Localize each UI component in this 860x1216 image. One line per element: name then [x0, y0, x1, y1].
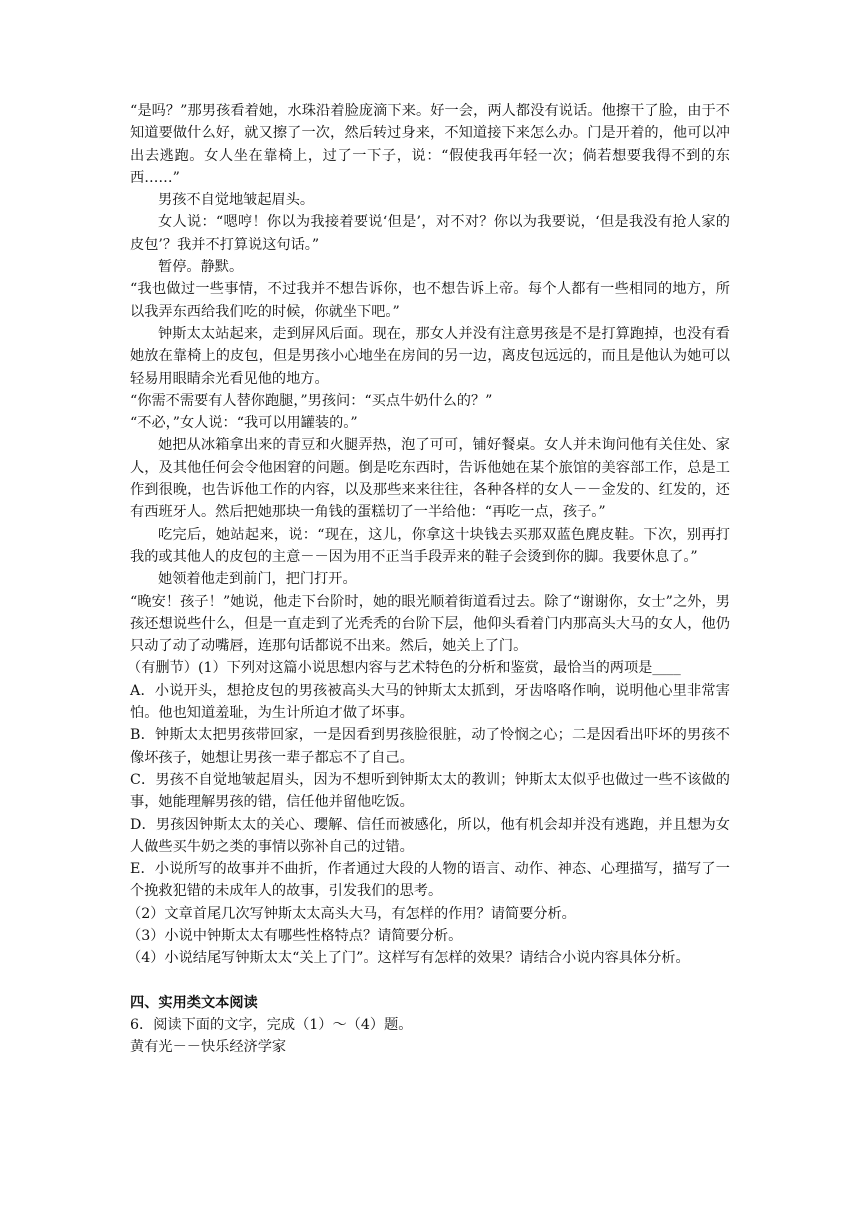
story-paragraph-9: 她把从冰箱拿出来的青豆和火腿弄热，泡了可可，铺好餐桌。女人并未询问他有关住处、家人，及其他任何会令他困窘的问题。倒是吃东西时，告诉他她在某个旅馆的美容部工作，总是工作到很晚，也告诉他工作的内容，以及那些来来往往，各种各样的女人－－金发的、红发的，还有西班牙人。然后把她那块一角钱的蛋糕切了一半给他：“再吃一点，孩子。”: [130, 437, 730, 521]
section-gap: [130, 970, 730, 992]
story-paragraph-3: 女人说：“嗯哼！你以为我接着要说‘但是’，对不对？你以为我要说，‘但是我没有抢人家的皮包’？我并不打算说这句话。”: [130, 214, 730, 253]
question-2: （2）文章首尾几次写钟斯太太高头大马，有怎样的作用？请简要分析。: [127, 905, 576, 922]
option-a: A．小说开头，想抢皮包的男孩被高头大马的钟斯太太抓到，牙齿咯咯作响，说明他心里非常害怕。他也知道羞耻，为生计所迫才做了坏事。: [130, 682, 730, 722]
story-paragraph-8: “不必，”女人说：“我可以用罐装的。”: [130, 415, 358, 432]
question-6-prompt: 6．阅读下面的文字，完成（1）～（4）题。: [130, 1016, 413, 1033]
section-heading: 四、实用类文本阅读: [130, 994, 258, 1011]
story-paragraph-1: “是吗？”那男孩看着她，水珠沿着脸庞滴下来。好一会，两人都没有说话。他擦干了脸，由于不知道要做什么好，就又擦了一次，然后转过身来，不知道接下来怎么办。门是开着的，他可以冲出去逃跑。女人坐在靠椅上，过了一下子，说：“假使我再年轻一次；倘若想要我得不到的东西……”: [130, 103, 730, 186]
article-title: 黄有光－－快乐经济学家: [130, 1039, 287, 1056]
question-1: （有删节）(1）下列对这篇小说思想内容与艺术特色的分析和鉴赏，最恰当的两项是____: [127, 660, 681, 677]
story-paragraph-6: 钟斯太太站起来，走到屏风后面。现在，那女人并没有注意男孩是不是打算跑掉，也没有看她放在靠椅上的皮包，但是男孩小心地坐在房间的另一边，离皮包远远的，而且是他认为她可以轻易用眼睛余光看见他的地方。: [130, 325, 730, 387]
option-e: E．小说所写的故事并不曲折，作者通过大段的人物的语言、动作、神态、心理描写，描写了一个挽救犯错的未成年人的故事，引发我们的思考。: [130, 861, 730, 900]
option-c: C．男孩不自觉地皱起眉头，因为不想听到钟斯太太的教训；钟斯太太似乎也做过一些不该做的事，她能理解男孩的错，信任他并留他吃饭。: [130, 771, 730, 811]
story-paragraph-7: “你需不需要有人替你跑腿，”男孩问：“买点牛奶什么的？”: [130, 392, 493, 409]
option-b: B．钟斯太太把男孩带回家，一是因看到男孩脸很脏，动了怜悯之心；二是因看出吓坏的男孩不像坏孩子，她想让男孩一辈子都忘不了自己。: [130, 727, 730, 766]
story-paragraph-4: 暂停。静默。: [158, 259, 244, 276]
story-paragraph-12: “晚安！孩子！”她说，他走下台阶时，她的眼光顺着街道看过去。除了“谢谢你，女士”之外，男孩还想说些什么，但是一直走到了光秃秃的台阶下层，他仰头看着门内那高头大马的女人，他仍只动了动了动嘴唇，连那句话都说不出来。然后，她关上了门。: [130, 593, 730, 655]
question-4: （4）小说结尾写钟斯太太“关上了门”。这样写有怎样的效果？请结合小说内容具体分析。: [127, 950, 690, 967]
story-paragraph-11: 她领着他走到前门，把门打开。: [158, 571, 357, 588]
question-3: （3）小说中钟斯太太有哪些性格特点？请简要分析。: [127, 927, 463, 944]
document-page: [127, 100, 730, 1058]
option-d: D．男孩因钟斯太太的关心、瓔解、信任而被感化，所以，他有机会却并没有逃跑，并且想为女人做些买牛奶之类的事情以弥补自己的过错。: [130, 816, 730, 855]
story-paragraph-10: 吃完后，她站起来，说：“现在，这儿，你拿这十块钱去买那双蓝色麂皮鞋。下次，别再打我的或其他人的皮包的主意－－因为用不正当手段弄来的鞋子会烫到你的脚。我要休息了。”: [130, 526, 730, 565]
story-paragraph-2: 男孩不自觉地皱起眉头。: [158, 192, 315, 209]
story-paragraph-5: “我也做过一些事情，不过我并不想告诉你，也不想告诉上帝。每个人都有一些相同的地方，所以我弄东西给我们吃的时候，你就坐下吧。”: [130, 281, 730, 320]
